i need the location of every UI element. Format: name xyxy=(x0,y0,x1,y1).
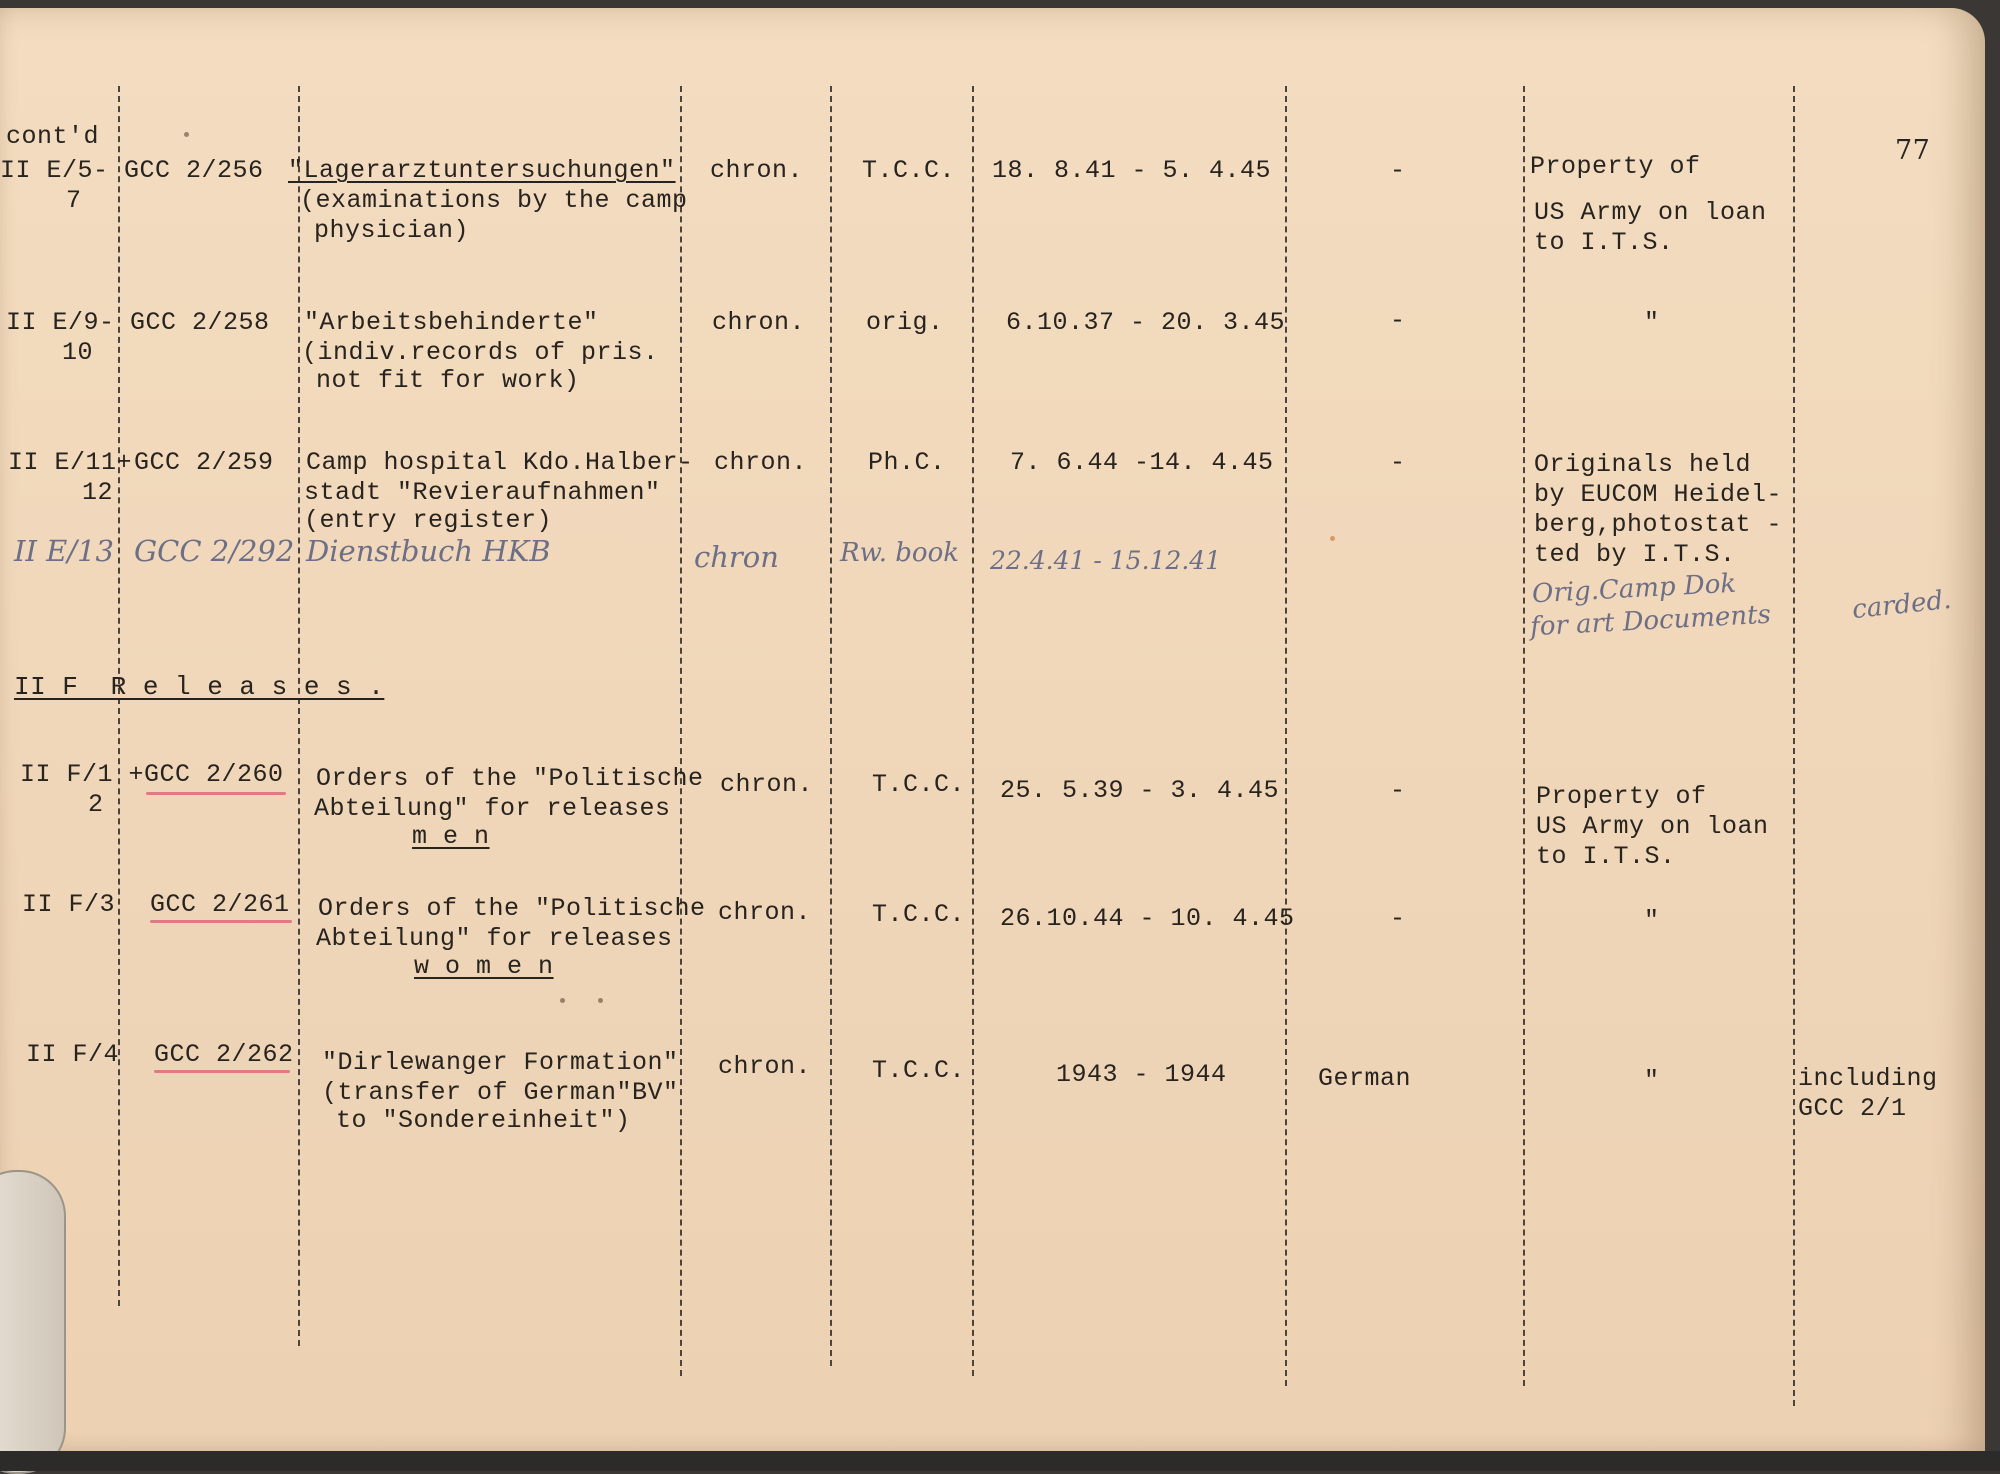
contd-label: cont'd xyxy=(6,122,100,151)
date-range: 1943 - 1944 xyxy=(1056,1060,1227,1089)
carded-note: carded. xyxy=(1850,584,1953,626)
gcc-number: GCC 2/262 xyxy=(154,1040,294,1069)
arrangement: chron. xyxy=(718,898,812,927)
record-title: "Lagerarztuntersuchungen" xyxy=(288,156,676,185)
scanner-bed-edge xyxy=(0,1451,2000,1471)
column-rule xyxy=(830,86,832,1366)
column-rule xyxy=(680,86,682,1376)
date-range: 26.10.44 - 10. 4.45 xyxy=(1000,904,1295,933)
page-clip xyxy=(0,1170,66,1474)
form: T.C.C. xyxy=(872,1056,966,1085)
ref-number-cont: 10 xyxy=(62,338,94,367)
handwritten-gcc: GCC 2/292 xyxy=(134,534,295,568)
remarks-line: berg,photostat - xyxy=(1534,510,1783,539)
red-underline xyxy=(154,1070,290,1073)
form: T.C.C. xyxy=(862,156,956,185)
remarks-line: US Army on loan xyxy=(1536,812,1769,841)
remarks-line: US Army on loan xyxy=(1534,198,1767,227)
record-title: Camp hospital Kdo.Halber- xyxy=(306,448,694,477)
paper-speck xyxy=(598,998,603,1003)
handwritten-arrangement: chron xyxy=(694,540,779,574)
column-rule xyxy=(1523,86,1525,1386)
language: - xyxy=(1390,156,1406,185)
gcc-number: GCC 2/260 xyxy=(144,760,284,789)
record-desc: Abteilung" for releases xyxy=(316,924,673,953)
ditto-mark: " xyxy=(1644,1066,1660,1095)
handwritten-ref: II E/13 xyxy=(14,534,114,568)
handwritten-remark: Orig.Camp Dok xyxy=(1531,568,1737,610)
red-underline xyxy=(150,920,292,923)
section-heading: II F R e l e a s e s . xyxy=(14,672,385,702)
form: orig. xyxy=(866,308,944,337)
ref-number: II E/9- xyxy=(6,308,115,337)
paper-speck xyxy=(184,132,189,137)
form: T.C.C. xyxy=(872,900,966,929)
ref-number: II F/3 xyxy=(22,890,116,919)
record-desc: to "Sondereinheit") xyxy=(336,1106,631,1135)
arrangement: chron. xyxy=(712,308,806,337)
ref-number-cont: 7 xyxy=(66,186,82,215)
language: - xyxy=(1390,306,1406,335)
arrangement: chron. xyxy=(718,1052,812,1081)
remarks-line: Property of xyxy=(1536,782,1707,811)
language: - xyxy=(1390,904,1406,933)
record-desc: (indiv.records of pris. xyxy=(302,338,659,367)
record-desc-women: w o m e n xyxy=(414,952,554,981)
gcc-number: GCC 2/256 xyxy=(124,156,264,185)
record-desc: (examinations by the camp xyxy=(300,186,688,215)
handwritten-remark: for art Documents xyxy=(1529,599,1772,643)
remarks-line: Originals held xyxy=(1534,450,1752,479)
gcc-number: GCC 2/259 xyxy=(134,448,274,477)
column-rule xyxy=(972,86,974,1376)
arrangement: chron. xyxy=(720,770,814,799)
ref-number: II E/11+ xyxy=(8,448,133,477)
record-desc: stadt "Revieraufnahmen" xyxy=(304,478,661,507)
column-rule xyxy=(298,86,300,1346)
handwritten-form: Rw. book xyxy=(840,538,959,568)
remarks-line: by EUCOM Heidel- xyxy=(1534,480,1783,509)
arrangement: chron. xyxy=(714,448,808,477)
language: German xyxy=(1318,1064,1412,1093)
remarks-line: Property of xyxy=(1530,152,1701,181)
ref-number: II F/4 xyxy=(26,1040,120,1069)
remarks-line: to I.T.S. xyxy=(1534,228,1674,257)
ref-number-cont: 2 xyxy=(88,790,104,819)
record-title: "Dirlewanger Formation" xyxy=(322,1048,679,1077)
record-desc: Abteilung" for releases xyxy=(314,794,671,823)
gcc-number: GCC 2/261 xyxy=(150,890,290,919)
remarks-line: ted by I.T.S. xyxy=(1534,540,1736,569)
extra-note: including xyxy=(1798,1064,1938,1093)
date-range: 25. 5.39 - 3. 4.45 xyxy=(1000,776,1280,805)
extra-note: GCC 2/1 xyxy=(1798,1094,1907,1123)
ditto-mark: " xyxy=(1644,308,1660,337)
record-title: "Arbeitsbehinderte" xyxy=(304,308,599,337)
column-rule xyxy=(1793,86,1795,1406)
arrangement: chron. xyxy=(710,156,804,185)
gcc-number: GCC 2/258 xyxy=(130,308,270,337)
column-rule xyxy=(1285,86,1287,1386)
date-range: 6.10.37 - 20. 3.45 xyxy=(1006,308,1286,337)
date-range: 18. 8.41 - 5. 4.45 xyxy=(992,156,1272,185)
record-desc: not fit for work) xyxy=(316,366,580,395)
language: - xyxy=(1390,448,1406,477)
record-title: Orders of the "Politische xyxy=(316,764,704,793)
ref-number: II E/5- xyxy=(0,156,109,185)
paper-speck xyxy=(1330,536,1335,541)
record-desc: (transfer of German"BV" xyxy=(322,1078,679,1107)
ditto-mark: " xyxy=(1644,906,1660,935)
ref-number-cont: 12 xyxy=(82,478,114,507)
language: - xyxy=(1390,776,1406,805)
red-underline xyxy=(146,792,286,795)
record-desc-men: m e n xyxy=(412,822,490,851)
record-desc: physician) xyxy=(314,216,470,245)
handwritten-title: Dienstbuch HKB xyxy=(306,534,551,568)
ref-number: II F/1 + xyxy=(20,760,145,789)
archive-page xyxy=(0,8,1985,1463)
paper-speck xyxy=(560,998,565,1003)
record-desc: (entry register) xyxy=(304,506,553,535)
record-title: Orders of the "Politische xyxy=(318,894,706,923)
handwritten-dates: 22.4.41 - 15.12.41 xyxy=(990,546,1222,575)
form: Ph.C. xyxy=(868,448,946,477)
remarks-line: to I.T.S. xyxy=(1536,842,1676,871)
page-number: 77 xyxy=(1895,135,1931,166)
date-range: 7. 6.44 -14. 4.45 xyxy=(1010,448,1274,477)
form: T.C.C. xyxy=(872,770,966,799)
